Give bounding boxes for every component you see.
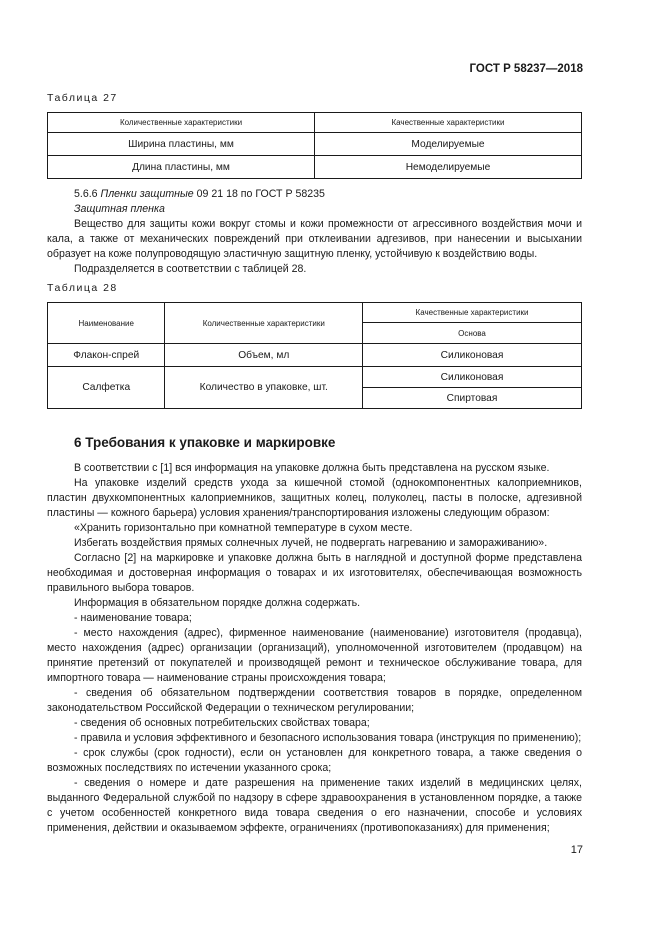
list-item: - правила и условия эффективного и безопасного использования товара (инструкция по применению); (74, 732, 582, 744)
list-item: - наименование товара; (74, 612, 192, 624)
table-header-cell: Количественные характеристики (165, 303, 363, 344)
list-item: - место нахождения (адрес), фирменное наименование (наименование) изготовителя (продавца), место нахождения (адрес) организации (организаций), уполномоченной изготовителем (продавцом) на принятие претензий от покупателей и производящей ремонт и техническое обслуживание товара, для импортного товара — наименование страны происхождения товара; (47, 627, 582, 684)
table-header-cell: Качественные характеристики (363, 303, 582, 323)
paragraph: Избегать воздействия прямых солнечных лучей, не подвергать нагреванию и замораживанию». (74, 537, 548, 549)
table-27 (47, 112, 582, 179)
table-header-cell: Количественные характеристики (48, 113, 315, 133)
list-item: - сведения об основных потребительских свойствах товара; (74, 717, 370, 729)
paragraph: На упаковке изделий средств ухода за кишечной стомой (однокомпонентных калоприемников, пластин двухкомпонентных калоприемников, защитных колец, полуколец, пасты в полоске, адгезивной пластины — кожного барьера) условия хранения/транспортирования изложены следующим образом: (47, 477, 582, 519)
table-cell: Объем, мл (165, 344, 363, 367)
table-cell: Ширина пластины, мм (48, 133, 315, 156)
paragraph: Информация в обязательном порядке должна содержать. (74, 597, 361, 609)
section-code: 09 21 18 по ГОСТ Р 58235 (193, 188, 325, 200)
section-title: Пленки защитные (100, 188, 194, 200)
list-item: - срок службы (срок годности), если он установлен для конкретного товара, а также сведения о возможных последствиях по истечении указанного срока; (47, 747, 582, 774)
page-number: 17 (570, 844, 583, 856)
paragraph: Вещество для защиты кожи вокруг стомы и кожи промежности от агрессивного воздействия мочи и кала, а также от механических повреждений при отклеивании адгезивов, при нанесении и высыхании образует на коже полупроводящую эластичную защитную пленку, устойчивую к воздействию воды. (47, 218, 582, 260)
paragraph: Подразделяется в соответствии с таблицей 28. (74, 263, 307, 275)
table-cell: Силиконовая (363, 344, 582, 367)
list-item: - сведения о номере и дате разрешения на применение таких изделий в медицинских целях, выданного Федеральной службой по надзору в сфере здравоохранения в установленном порядке, а также с учетом особенностей конкретного вида товара сведения о его назначении, способе и условиях применения, действии и оказываемом эффекте, ограничениях (противопоказаниях) для применения; (47, 777, 582, 834)
table-cell: Немоделируемые (315, 156, 582, 179)
table-cell: Спиртовая (363, 388, 582, 409)
section-subtitle: Защитная пленка (74, 203, 165, 215)
table-cell: Длина пластины, мм (48, 156, 315, 179)
document-header: ГОСТ Р 58237—2018 (469, 63, 583, 75)
table-28 (47, 302, 582, 409)
section-heading: 6 Требования к упаковке и маркировке (74, 435, 336, 450)
table-27-caption: Таблица 27 (47, 92, 118, 104)
table-header-cell: Качественные характеристики (315, 113, 582, 133)
paragraph: В соответствии с [1] вся информация на упаковке должна быть представлена на русском языке. (74, 462, 550, 474)
table-header-cell: Основа (363, 323, 582, 344)
paragraph: Согласно [2] на маркировке и упаковке должна быть в наглядной и доступной форме представлена необходимая и достоверная информация о товарах и их изготовителях, обеспечивающая возможность правильного выбора товаров. (47, 552, 582, 594)
table-cell: Флакон-спрей (48, 344, 165, 367)
table-header-cell: Наименование (48, 303, 165, 344)
paragraph: «Хранить горизонтально при комнатной температуре в сухом месте. (74, 522, 413, 534)
section-5-6-6 (47, 187, 582, 277)
table-cell: Количество в упаковке, шт. (165, 367, 363, 409)
section-number: 5.6.6 (74, 188, 101, 200)
table-cell: Салфетка (48, 367, 165, 409)
list-item: - сведения об обязательном подтверждении соответствия товаров в порядке, определенном законодательством Российской Федерации о техническом регулировании; (47, 687, 582, 714)
table-cell: Моделируемые (315, 133, 582, 156)
table-cell: Силиконовая (363, 367, 582, 388)
table-28-caption: Таблица 28 (47, 282, 118, 294)
section-6 (47, 434, 582, 836)
